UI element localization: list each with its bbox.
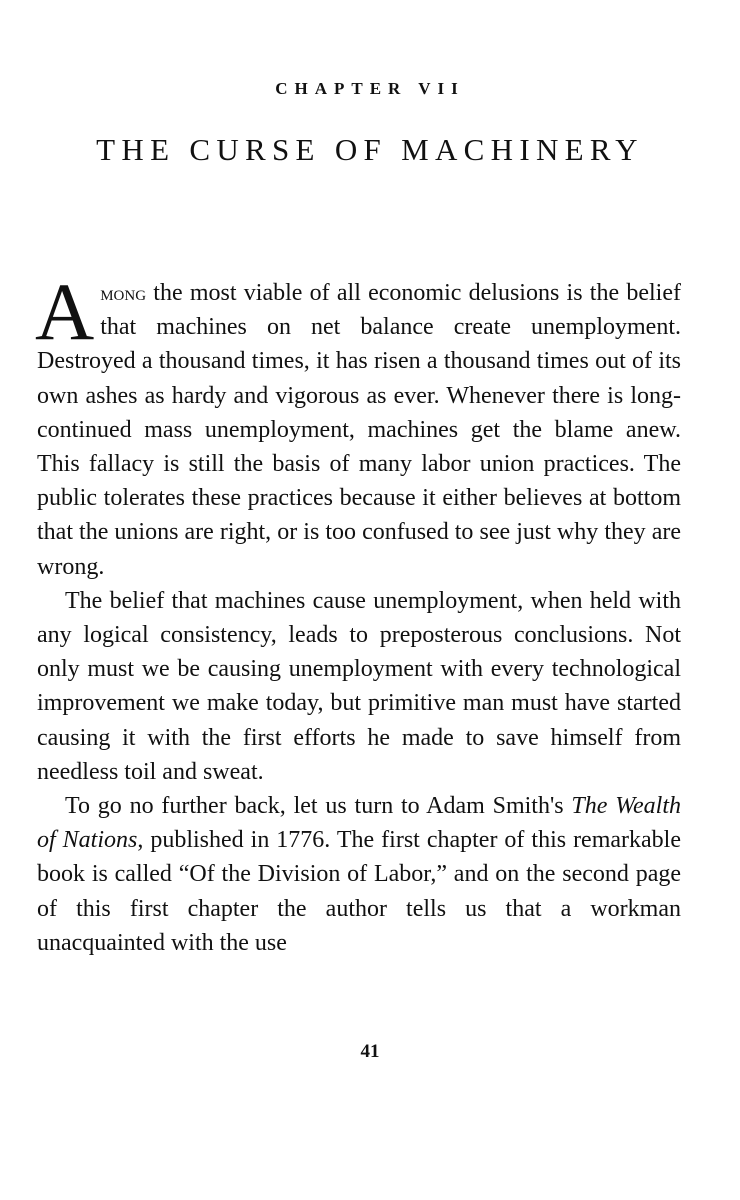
body-text (35, 266, 682, 960)
paragraph-1-text: the most viable of all economic delusions is the belief that machines on net balance create unemployment. Destroyed a thousand times, it has risen a thousand times out of its own ashes as hardy and vigorous as ever. Whenever there is long-continued mass unemployment, machines get the blame anew. This fallacy is still the basis of many labor union practices. The public tolerates these practices because it either believes at bottom that the unions are right, or is too confused to see just why they are wrong. (37, 280, 681, 580)
chapter-title: THE CURSE OF MACHINERY (96, 132, 644, 167)
paragraph-3 (37, 789, 681, 960)
paragraph-1 (35, 266, 681, 584)
paragraph-3-text-start: To go no further back, let us turn to Adam Smith's (65, 793, 572, 820)
paragraph-2: The belief that machines cause unemployment, when held with any logical consistency, leads to preposterous conclusions. Not only must we be causing unemployment with every technological improvement we make today, but primitive man must have started causing it with the first efforts he made to save himself from needless toil and sweat. (37, 587, 681, 785)
drop-cap: A (35, 266, 95, 357)
small-caps-lead: mong (100, 280, 147, 305)
chapter-label: CHAPTER VII (275, 79, 465, 98)
page-number: 41 (360, 1041, 380, 1062)
book-title: The Wealth of Nations (37, 793, 682, 854)
paragraph-3-text-end: , published in 1776. The first chapter of this remarkable book is called “Of the Division of Labor,” and on the second page of this first chapter the author tells us that a workman unacquainted with the use (37, 827, 681, 956)
